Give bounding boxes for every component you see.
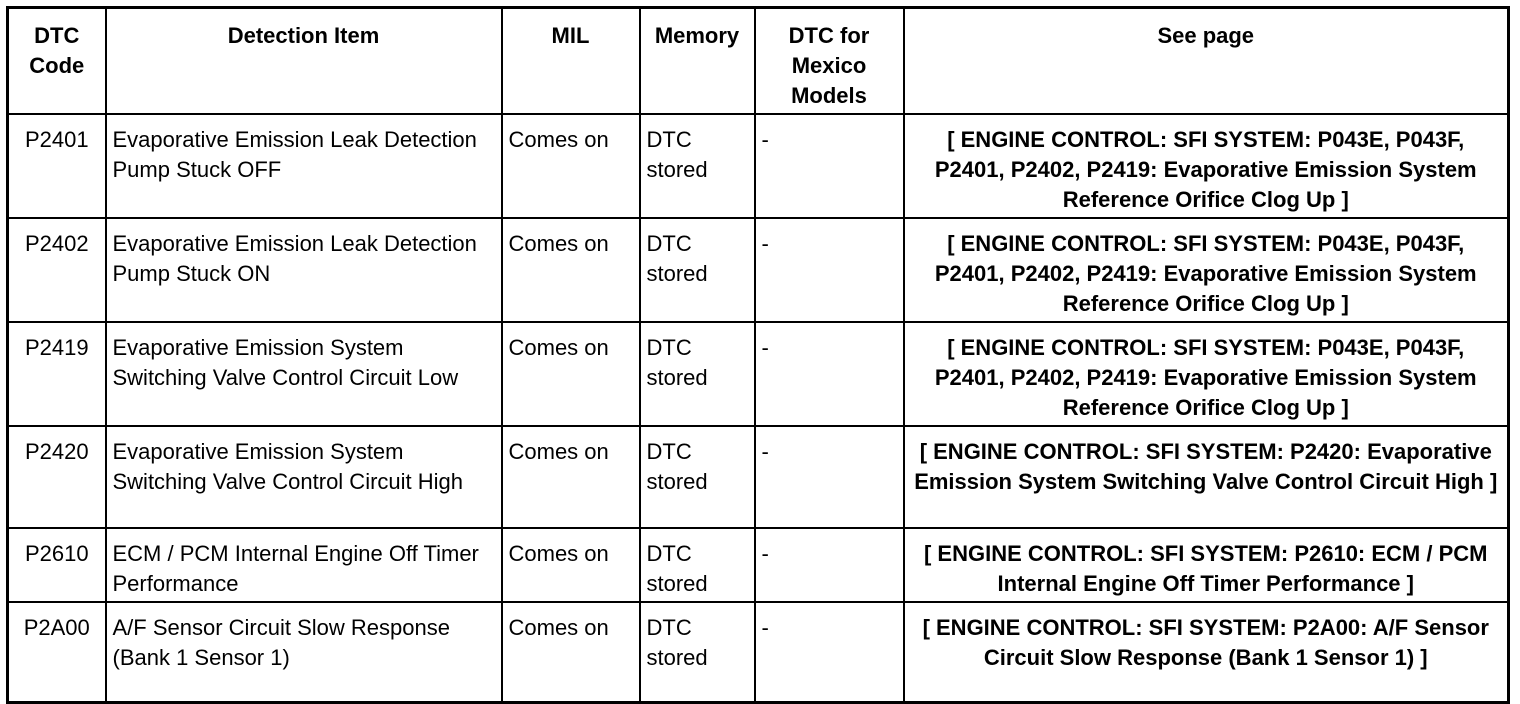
mil-status: Comes on — [502, 322, 640, 426]
mexico-dtc: - — [755, 602, 904, 702]
detection-item: Evaporative Emission Leak Detection Pump Stuck ON — [106, 218, 502, 322]
memory-status: DTC stored — [640, 114, 755, 218]
mexico-dtc: - — [755, 322, 904, 426]
mexico-dtc: - — [755, 426, 904, 528]
table-row — [8, 218, 1509, 322]
detection-item: Evaporative Emission System Switching Valve Control Circuit High — [106, 426, 502, 528]
memory-status: DTC stored — [640, 426, 755, 528]
dtc-code: P2419 — [8, 322, 106, 426]
header-detection-item: Detection Item — [106, 8, 502, 115]
mil-status: Comes on — [502, 218, 640, 322]
see-page-link[interactable]: [ ENGINE CONTROL: SFI SYSTEM: P043E, P043F, P2401, P2402, P2419: Evaporative Emission System Reference Orifice Clog Up ] — [904, 218, 1509, 322]
mexico-dtc: - — [755, 218, 904, 322]
mexico-dtc: - — [755, 114, 904, 218]
mil-status: Comes on — [502, 528, 640, 602]
dtc-code: P2610 — [8, 528, 106, 602]
see-page-link[interactable]: [ ENGINE CONTROL: SFI SYSTEM: P2610: ECM / PCM Internal Engine Off Timer Performance ] — [904, 528, 1509, 602]
header-dtc-code: DTC Code — [8, 8, 106, 115]
mil-status: Comes on — [502, 114, 640, 218]
detection-item: Evaporative Emission System Switching Valve Control Circuit Low — [106, 322, 502, 426]
table-row — [8, 322, 1509, 426]
dtc-code: P2A00 — [8, 602, 106, 702]
table-row — [8, 602, 1509, 702]
see-page-link[interactable]: [ ENGINE CONTROL: SFI SYSTEM: P043E, P043F, P2401, P2402, P2419: Evaporative Emission System Reference Orifice Clog Up ] — [904, 114, 1509, 218]
see-page-link[interactable]: [ ENGINE CONTROL: SFI SYSTEM: P043E, P043F, P2401, P2402, P2419: Evaporative Emission System Reference Orifice Clog Up ] — [904, 322, 1509, 426]
mil-status: Comes on — [502, 602, 640, 702]
table-row — [8, 528, 1509, 602]
see-page-link[interactable]: [ ENGINE CONTROL: SFI SYSTEM: P2420: Evaporative Emission System Switching Valve Control Circuit High ] — [904, 426, 1509, 528]
mexico-dtc: - — [755, 528, 904, 602]
dtc-table — [6, 6, 1510, 704]
table-row — [8, 114, 1509, 218]
dtc-code: P2420 — [8, 426, 106, 528]
memory-status: DTC stored — [640, 218, 755, 322]
dtc-code: P2402 — [8, 218, 106, 322]
memory-status: DTC stored — [640, 322, 755, 426]
memory-status: DTC stored — [640, 602, 755, 702]
table-row — [8, 426, 1509, 528]
detection-item: Evaporative Emission Leak Detection Pump Stuck OFF — [106, 114, 502, 218]
header-see-page: See page — [904, 8, 1509, 115]
mil-status: Comes on — [502, 426, 640, 528]
header-mil: MIL — [502, 8, 640, 115]
header-mexico-models: DTC for Mexico Models — [755, 8, 904, 115]
dtc-code: P2401 — [8, 114, 106, 218]
header-memory: Memory — [640, 8, 755, 115]
memory-status: DTC stored — [640, 528, 755, 602]
header-row — [8, 8, 1509, 115]
detection-item: A/F Sensor Circuit Slow Response (Bank 1 Sensor 1) — [106, 602, 502, 702]
detection-item: ECM / PCM Internal Engine Off Timer Performance — [106, 528, 502, 602]
see-page-link[interactable]: [ ENGINE CONTROL: SFI SYSTEM: P2A00: A/F Sensor Circuit Slow Response (Bank 1 Sensor 1) ] — [904, 602, 1509, 702]
